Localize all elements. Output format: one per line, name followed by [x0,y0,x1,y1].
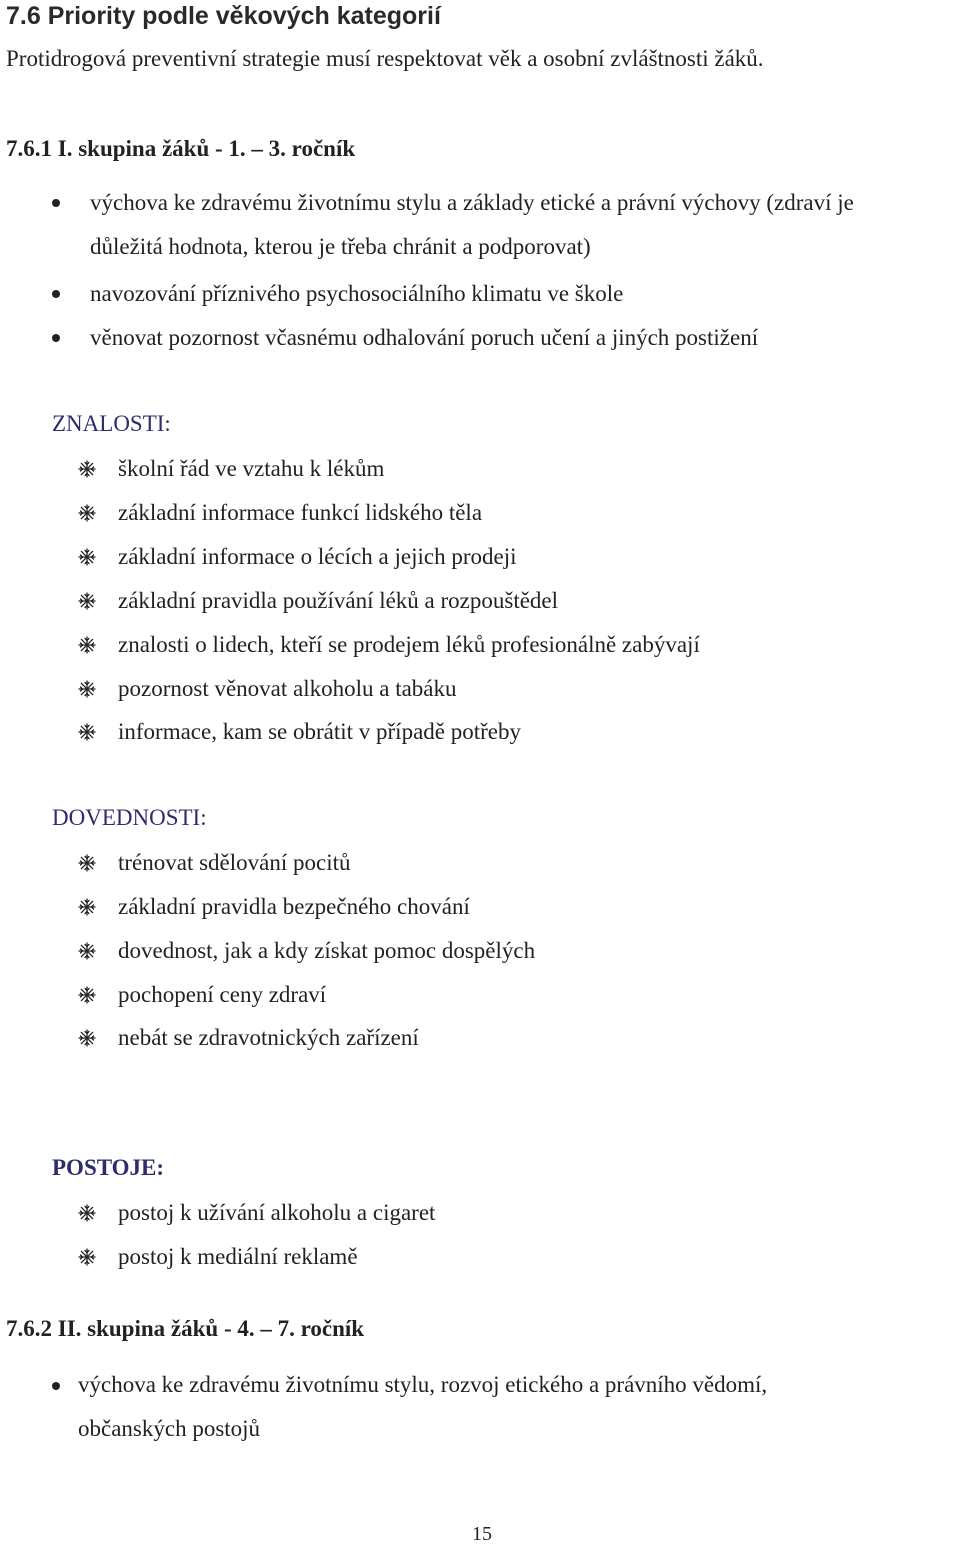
group2-bullet-1-cont: občanských postojů [78,1416,261,1441]
group2-bullet-1: výchova ke zdravému životnímu stylu, rozvoj etického a právního vědomí, [78,1372,768,1397]
snowflake-icon [78,680,96,698]
snowflake-icon [78,1029,96,1047]
snowflake-icon [78,898,96,916]
page-number: 15 [472,1523,492,1545]
postoje-heading: POSTOJE: [52,1155,165,1180]
dovednosti-heading: DOVEDNOSTI: [52,805,207,830]
dovednosti-item-1: trénovat sdělování pocitů [118,850,351,875]
postoje-item-1: postoj k užívání alkoholu a cigaret [118,1200,436,1225]
snowflake-icon [78,460,96,478]
snowflake-icon [78,854,96,872]
group1-bullet-1: výchova ke zdravému životnímu stylu a základy etické a právní výchovy (zdraví je [90,190,854,215]
group1-bullet-3: věnovat pozornost včasnému odhalování poruch učení a jiných postižení [90,325,759,350]
group1-heading: 7.6.1 I. skupina žáků - 1. – 3. ročník [6,136,356,161]
znalosti-item-6: pozornost věnovat alkoholu a tabáku [118,676,457,701]
page-title: 7.6 Priority podle věkových kategorií [6,2,441,30]
group2-heading: 7.6.2 II. skupina žáků - 4. – 7. ročník [6,1316,365,1341]
snowflake-icon [78,636,96,654]
dovednosti-item-2: základní pravidla bezpečného chování [118,894,470,919]
bullet-dot-icon [52,334,60,342]
dovednosti-item-3: dovednost, jak a kdy získat pomoc dospělých [118,938,536,963]
znalosti-item-2: základní informace funkcí lidského těla [118,500,483,525]
snowflake-icon [78,504,96,522]
intro-text: Protidrogová preventivní strategie musí respektovat věk a osobní zvláštnosti žáků. [6,46,764,71]
znalosti-item-7: informace, kam se obrátit v případě potřeby [118,719,521,744]
znalosti-item-4: základní pravidla používání léků a rozpouštědel [118,588,559,613]
bullet-dot-icon [52,290,60,298]
bullet-dot-icon [52,1382,60,1390]
znalosti-item-3: základní informace o lécích a jejich prodeji [118,544,517,569]
znalosti-heading: ZNALOSTI: [52,411,171,436]
postoje-item-2: postoj k mediální reklamě [118,1244,358,1269]
snowflake-icon [78,723,96,741]
snowflake-icon [78,592,96,610]
znalosti-item-5: znalosti o lidech, kteří se prodejem léků profesionálně zabývají [118,632,700,657]
group1-bullet-2: navozování příznivého psychosociálního klimatu ve škole [90,281,624,306]
znalosti-item-1: školní řád ve vztahu k lékům [118,456,385,481]
snowflake-icon [78,942,96,960]
snowflake-icon [78,1248,96,1266]
dovednosti-item-5: nebát se zdravotnických zařízení [118,1025,419,1050]
snowflake-icon [78,548,96,566]
bullet-dot-icon [52,199,60,207]
snowflake-icon [78,1204,96,1222]
dovednosti-item-4: pochopení ceny zdraví [118,982,327,1007]
group1-bullet-1-cont: důležitá hodnota, kterou je třeba chránit a podporovat) [90,234,591,259]
snowflake-icon [78,986,96,1004]
